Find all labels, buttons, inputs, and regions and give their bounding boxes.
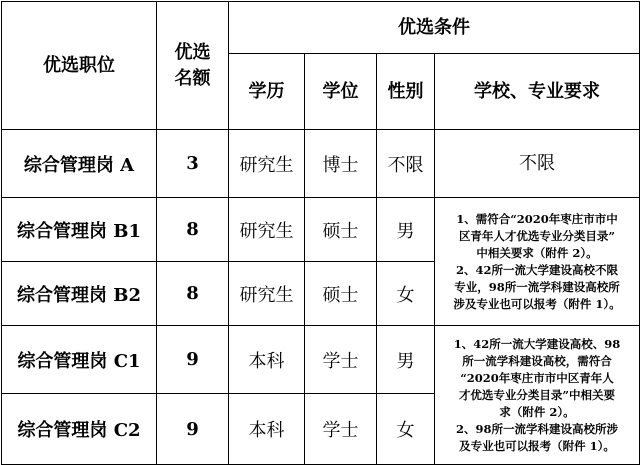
degree-cell: 硕士 — [305, 262, 377, 326]
education-cell: 研究生 — [229, 262, 305, 326]
gender-cell: 不限 — [377, 130, 435, 198]
requirement-c-line: “2020年枣庄市市中区青年人 — [460, 370, 614, 385]
header-quota-line2: 名额 — [174, 67, 211, 89]
quota-cell: 9 — [157, 326, 229, 394]
education-cell: 本科 — [229, 394, 305, 465]
requirement-c-line: 求（附件 2）。 — [499, 404, 575, 419]
requirement-cell-b — [435, 198, 640, 326]
position-cell: 综合管理岗 C2 — [2, 394, 157, 465]
requirement-b-line: 1、需符合“2020年枣庄市市中 — [456, 211, 618, 226]
requirement-c-line: 2、98所一流学科建设高校所涉 — [455, 421, 618, 436]
header-position: 优选职位 — [2, 2, 157, 130]
table-row — [2, 198, 640, 262]
education-cell: 本科 — [229, 326, 305, 394]
requirement-b-line: 中相关要求（附件 2）。 — [476, 245, 598, 260]
selection-table — [1, 1, 640, 465]
requirement-cell-c — [435, 326, 640, 465]
degree-cell: 学士 — [305, 394, 377, 465]
quota-cell: 9 — [157, 394, 229, 465]
gender-cell: 女 — [377, 262, 435, 326]
requirement-b-line: 涉及专业也可以报考（附件 1）。 — [453, 296, 621, 311]
degree-cell: 学士 — [305, 326, 377, 394]
gender-cell: 男 — [377, 326, 435, 394]
header-quota-line1: 优选 — [174, 41, 211, 63]
requirement-c-line: 所一流学科建设高校，需符合 — [462, 353, 612, 368]
table-row — [2, 326, 640, 394]
requirement-b-line: 2、42所一流大学建设高校不限 — [455, 262, 618, 277]
quota-cell: 3 — [157, 130, 229, 198]
quota-cell: 8 — [157, 198, 229, 262]
degree-cell: 博士 — [305, 130, 377, 198]
header-quota — [157, 2, 229, 130]
header-education: 学历 — [229, 54, 305, 130]
quota-cell: 8 — [157, 262, 229, 326]
requirement-c-line: 1、42所一流大学建设高校、98 — [453, 336, 621, 351]
table-row — [2, 130, 640, 198]
position-cell: 综合管理岗 B2 — [2, 262, 157, 326]
header-school-major: 学校、专业要求 — [435, 54, 640, 130]
degree-cell: 硕士 — [305, 198, 377, 262]
education-cell: 研究生 — [229, 130, 305, 198]
requirement-cell: 不限 — [435, 130, 640, 198]
gender-cell: 女 — [377, 394, 435, 465]
requirement-c-line: 及专业也可以报考（附件 1）。 — [459, 438, 615, 453]
requirement-b-line: 区青年人才优选专业分类目录” — [458, 228, 616, 243]
requirement-c-line: 才优选专业分类目录”中相关要 — [458, 387, 616, 402]
header-gender: 性别 — [377, 54, 435, 130]
gender-cell: 男 — [377, 198, 435, 262]
position-cell: 综合管理岗 A — [2, 130, 157, 198]
requirement-b-line: 专业，98所一流学科建设高校所 — [454, 279, 620, 294]
position-cell: 综合管理岗 C1 — [2, 326, 157, 394]
header-degree: 学位 — [305, 54, 377, 130]
education-cell: 研究生 — [229, 198, 305, 262]
position-cell: 综合管理岗 B1 — [2, 198, 157, 262]
header-conditions: 优选条件 — [229, 2, 640, 54]
